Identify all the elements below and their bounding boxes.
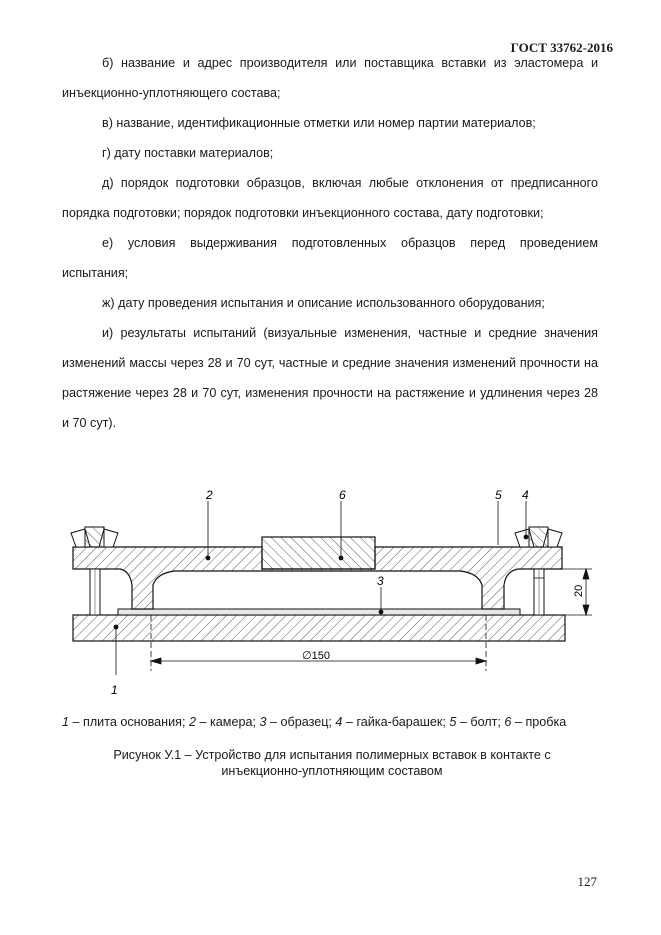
- legend-text-4: – гайка-барашек;: [342, 715, 450, 729]
- label-4: 4: [522, 488, 529, 502]
- page-number: 127: [577, 874, 597, 889]
- paragraph-v: в) название, идентификационные отметки или номер партии материалов;: [102, 116, 536, 130]
- legend-num-4: 4: [335, 715, 343, 729]
- label-5: 5: [495, 488, 502, 502]
- figure-legend: [62, 715, 602, 729]
- paragraph-b: б) название и адрес производителя или поставщика вставки из эластомера и инъекционно-уплотняющего состава;: [62, 56, 598, 100]
- legend-text-3: – образец;: [266, 715, 336, 729]
- wing-nut-right: [515, 527, 562, 547]
- legend-num-1: 1: [62, 715, 70, 729]
- dimension-diameter: ∅150: [302, 650, 330, 662]
- plug: [262, 537, 375, 569]
- legend-text-2: – камера;: [196, 715, 260, 729]
- legend-text-5: – болт;: [456, 715, 505, 729]
- bolt-left: [90, 569, 100, 615]
- label-2: 2: [206, 488, 213, 502]
- legend-num-5: 5: [449, 715, 457, 729]
- label-3: 3: [377, 574, 384, 588]
- legend-num-3: 3: [259, 715, 267, 729]
- paragraph-zh: ж) дату проведения испытания и описание использованного оборудования;: [102, 296, 545, 310]
- caption-line-1: Рисунок У.1 – Устройство для испытания полимерных вставок в контакте с: [113, 748, 551, 762]
- legend-num-6: 6: [504, 715, 512, 729]
- bolt-right: [534, 569, 544, 615]
- label-1: 1: [111, 683, 118, 697]
- paragraph-d: д) порядок подготовки образцов, включая любые отклонения от предписанного порядка подготовки; порядок подготовки инъекционного состава, дату подготовки;: [62, 176, 598, 220]
- document-header: ГОСТ 33762-2016: [510, 40, 613, 55]
- sample: [118, 609, 520, 615]
- wing-nut-left: [71, 527, 118, 547]
- legend-text-1: – плита основания;: [69, 715, 189, 729]
- legend-text-6: – пробка: [511, 715, 567, 729]
- paragraph-g: г) дату поставки материалов;: [102, 146, 274, 160]
- figure-caption: [62, 747, 602, 779]
- paragraph-i: и) результаты испытаний (визуальные изменения, частные и средние значения изменений массы через 28 и 70 сут, частные и средние значения изменений прочности на растяжение через 28 и 70 сут, изменения прочности на растяжение и удлинения через 28 и 70 сут).: [62, 326, 598, 430]
- paragraph-e: е) условия выдерживания подготовленных образцов перед проведением испытания;: [62, 236, 598, 280]
- label-6: 6: [339, 488, 346, 502]
- leader-lines: [116, 501, 526, 675]
- apparatus-drawing: [40, 475, 640, 705]
- dimension-height: 20: [573, 584, 585, 597]
- legend-num-2: 2: [188, 715, 196, 729]
- caption-line-2: инъекционно-уплотняющим составом: [221, 764, 443, 778]
- base-plate: [73, 615, 565, 641]
